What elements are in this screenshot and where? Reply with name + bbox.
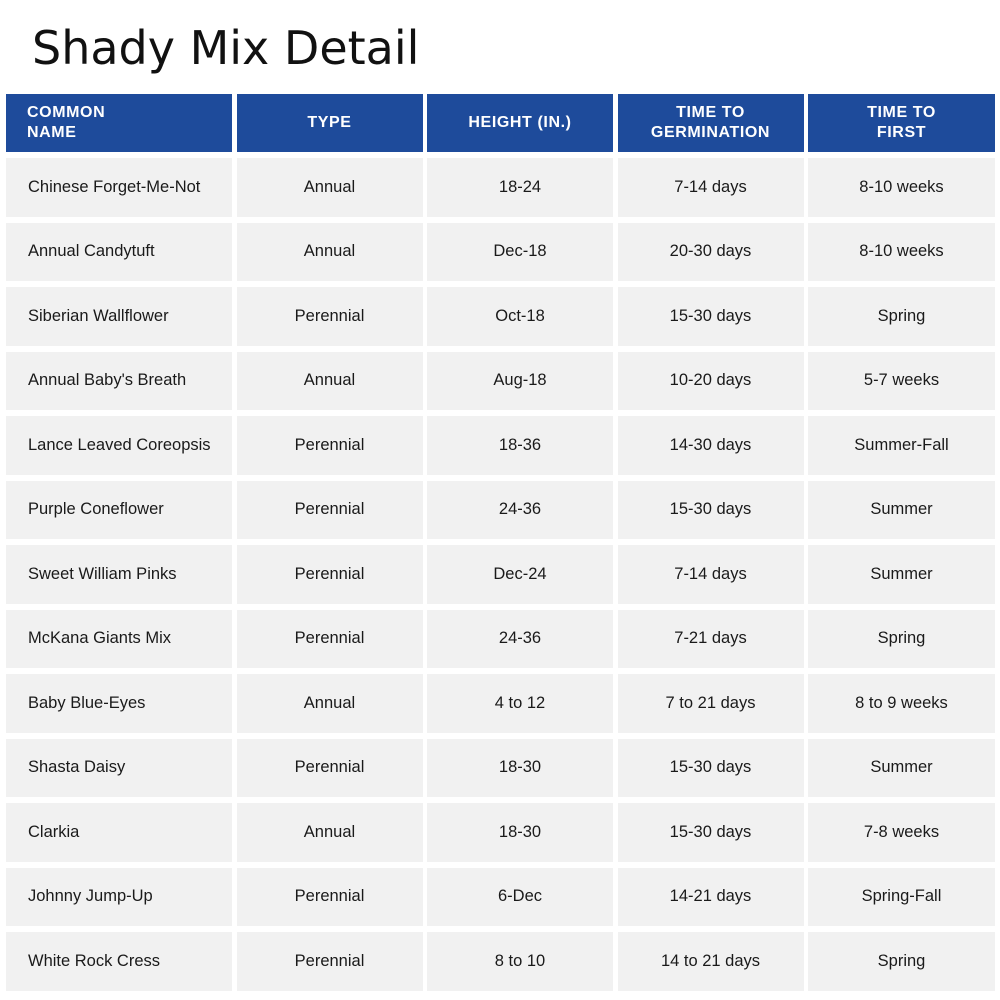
germination-cell: 14-30 days <box>618 416 804 475</box>
common-name-cell: Johnny Jump-Up <box>6 868 232 927</box>
height-cell: 8 to 10 <box>427 932 613 991</box>
page-title: Shady Mix Detail <box>32 21 420 75</box>
type-cell: Perennial <box>237 481 423 540</box>
common-name-cell: McKana Giants Mix <box>6 610 232 669</box>
header-label: TIME TO FIRST <box>867 104 936 141</box>
type-cell: Perennial <box>237 416 423 475</box>
common-name-cell: Chinese Forget-Me-Not <box>6 158 232 217</box>
time-to-first-cell: Spring-Fall <box>808 868 995 927</box>
header-germination <box>618 94 804 152</box>
type-cell: Annual <box>237 223 423 282</box>
time-to-first-cell: 8 to 9 weeks <box>808 674 995 733</box>
height-cell: 18-36 <box>427 416 613 475</box>
common-name-cell: Baby Blue-Eyes <box>6 674 232 733</box>
time-to-first-cell: Summer <box>808 739 995 798</box>
germination-cell: 7-14 days <box>618 545 804 604</box>
header-height <box>427 94 613 152</box>
type-cell: Annual <box>237 352 423 411</box>
time-to-first-cell: Spring <box>808 287 995 346</box>
time-to-first-cell: 8-10 weeks <box>808 223 995 282</box>
height-cell: 18-24 <box>427 158 613 217</box>
height-cell: 18-30 <box>427 739 613 798</box>
height-cell: Dec-24 <box>427 545 613 604</box>
header-common-name <box>6 94 232 152</box>
header-label: TIME TO GERMINATION <box>650 104 771 141</box>
header-type <box>237 94 423 152</box>
mix-detail-table <box>6 94 995 991</box>
germination-cell: 7-14 days <box>618 158 804 217</box>
height-cell: 6-Dec <box>427 868 613 927</box>
height-cell: 4 to 12 <box>427 674 613 733</box>
germination-cell: 15-30 days <box>618 803 804 862</box>
type-cell: Annual <box>237 803 423 862</box>
type-cell: Annual <box>237 674 423 733</box>
header-time-to-first <box>808 94 995 152</box>
germination-cell: 7 to 21 days <box>618 674 804 733</box>
height-cell: 18-30 <box>427 803 613 862</box>
type-cell: Perennial <box>237 610 423 669</box>
type-cell: Perennial <box>237 545 423 604</box>
common-name-cell: Annual Candytuft <box>6 223 232 282</box>
type-cell: Perennial <box>237 932 423 991</box>
time-to-first-cell: Spring <box>808 610 995 669</box>
common-name-cell: Siberian Wallflower <box>6 287 232 346</box>
height-cell: 24-36 <box>427 610 613 669</box>
common-name-cell: Purple Coneflower <box>6 481 232 540</box>
common-name-cell: White Rock Cress <box>6 932 232 991</box>
germination-cell: 14 to 21 days <box>618 932 804 991</box>
time-to-first-cell: Summer-Fall <box>808 416 995 475</box>
common-name-cell: Shasta Daisy <box>6 739 232 798</box>
time-to-first-cell: 5-7 weeks <box>808 352 995 411</box>
type-cell: Perennial <box>237 287 423 346</box>
germination-cell: 15-30 days <box>618 739 804 798</box>
header-label: HEIGHT (IN.) <box>468 114 572 131</box>
type-cell: Perennial <box>237 868 423 927</box>
type-cell: Annual <box>237 158 423 217</box>
header-label: COMMON NAME <box>27 104 106 141</box>
height-cell: Aug-18 <box>427 352 613 411</box>
common-name-cell: Sweet William Pinks <box>6 545 232 604</box>
height-cell: Dec-18 <box>427 223 613 282</box>
germination-cell: 7-21 days <box>618 610 804 669</box>
header-label: TYPE <box>307 114 352 131</box>
type-cell: Perennial <box>237 739 423 798</box>
common-name-cell: Annual Baby's Breath <box>6 352 232 411</box>
germination-cell: 20-30 days <box>618 223 804 282</box>
time-to-first-cell: Spring <box>808 932 995 991</box>
germination-cell: 15-30 days <box>618 287 804 346</box>
common-name-cell: Clarkia <box>6 803 232 862</box>
germination-cell: 14-21 days <box>618 868 804 927</box>
height-cell: Oct-18 <box>427 287 613 346</box>
time-to-first-cell: 8-10 weeks <box>808 158 995 217</box>
common-name-cell: Lance Leaved Coreopsis <box>6 416 232 475</box>
germination-cell: 10-20 days <box>618 352 804 411</box>
time-to-first-cell: Summer <box>808 481 995 540</box>
germination-cell: 15-30 days <box>618 481 804 540</box>
time-to-first-cell: 7-8 weeks <box>808 803 995 862</box>
height-cell: 24-36 <box>427 481 613 540</box>
time-to-first-cell: Summer <box>808 545 995 604</box>
